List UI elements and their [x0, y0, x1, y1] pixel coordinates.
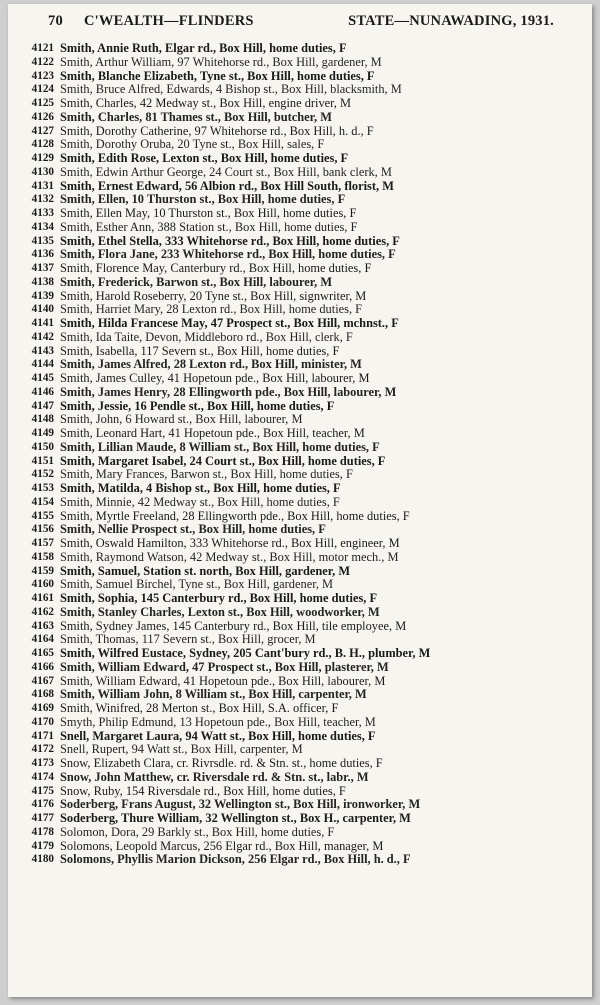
entry-text: Smith, Frederick, Barwon st., Box Hill, labourer, M — [60, 275, 333, 289]
list-item — [20, 152, 580, 166]
list-item — [20, 551, 580, 565]
list-item — [20, 565, 580, 579]
entry-text: Smith, Ethel Stella, 333 Whitehorse rd., Box Hill, home duties, F — [60, 234, 400, 248]
list-item — [20, 262, 580, 276]
list-item — [20, 468, 580, 482]
entry-text: Smith, William John, 8 William st., Box Hill, carpenter, M — [60, 688, 367, 702]
entry-number: 4152 — [31, 468, 54, 481]
entry-number: 4157 — [31, 537, 54, 549]
entry-text: Smith, Ellen May, 10 Thurston st., Box Hill, home duties, F — [60, 207, 357, 220]
entry-number: 4165 — [31, 647, 54, 659]
list-item — [20, 798, 580, 812]
entry-text: Snow, Elizabeth Clara, cr. Rivrsdle. rd. & Stn. st., home duties, F — [60, 757, 383, 770]
list-item — [20, 83, 580, 97]
entry-number: 4136 — [31, 248, 54, 261]
list-item — [20, 303, 580, 317]
list-item — [20, 56, 580, 70]
list-item — [20, 633, 580, 647]
entry-number: 4153 — [31, 482, 54, 494]
entry-text: Snow, Ruby, 154 Riversdale rd., Box Hill, home duties, F — [60, 784, 346, 798]
list-item — [20, 647, 580, 661]
entry-number: 4127 — [31, 124, 54, 137]
entry-text: Smith, Florence May, Canterbury rd., Box Hill, home duties, F — [60, 262, 372, 275]
entry-text: Smith, Harold Roseberry, 20 Tyne st., Box Hill, signwriter, M — [60, 289, 367, 303]
entry-number: 4142 — [31, 330, 54, 343]
entry-text: Smith, Harriet Mary, 28 Lexton rd., Box Hill, home duties, F — [60, 303, 363, 317]
entry-number: 4131 — [31, 179, 54, 192]
entry-text: Smith, Oswald Hamilton, 333 Whitehorse rd., Box Hill, engineer, M — [60, 537, 400, 550]
entry-text: Smith, Edith Rose, Lexton st., Box Hill, home duties, F — [60, 152, 349, 165]
entry-text: Soderberg, Frans August, 32 Wellington st., Box Hill, ironworker, M — [60, 798, 421, 812]
entry-number: 4121 — [31, 42, 54, 54]
list-item — [20, 400, 580, 414]
entry-number: 4172 — [31, 743, 54, 756]
list-item — [20, 675, 580, 689]
list-item — [20, 290, 580, 304]
entry-number: 4163 — [31, 619, 54, 632]
entry-text: Smith, Matilda, 4 Bishop st., Box Hill, home duties, F — [60, 482, 341, 495]
entry-text: Snell, Margaret Laura, 94 Watt st., Box Hill, home duties, F — [60, 729, 376, 743]
entry-text: Smith, Stanley Charles, Lexton st., Box Hill, woodworker, M — [60, 605, 380, 619]
entry-text: Smith, James Henry, 28 Ellingworth pde., Box Hill, labourer, M — [60, 385, 397, 399]
entry-text: Smith, Myrtle Freeland, 28 Ellingworth pde., Box Hill, home duties, F — [60, 509, 410, 523]
list-item — [20, 523, 580, 537]
list-item — [20, 70, 580, 84]
list-item — [20, 661, 580, 675]
entry-text: Smith, Charles, 81 Thames st., Box Hill, butcher, M — [60, 110, 332, 124]
list-item — [20, 235, 580, 249]
entry-text: Solomons, Leopold Marcus, 256 Elgar rd., Box Hill, manager, M — [60, 839, 384, 853]
list-item — [20, 276, 580, 290]
entry-text: Smith, Isabella, 117 Severn st., Box Hill, home duties, F — [60, 344, 340, 358]
entry-number: 4141 — [31, 317, 54, 329]
entry-number: 4154 — [31, 495, 54, 508]
entry-text: Smith, Esther Ann, 388 Station st., Box Hill, home duties, F — [60, 220, 358, 234]
entry-number: 4139 — [31, 289, 54, 302]
entry-text: Smith, Annie Ruth, Elgar rd., Box Hill, home duties, F — [60, 42, 347, 55]
entry-number: 4159 — [31, 564, 54, 577]
list-item — [20, 730, 580, 744]
list-item — [20, 42, 580, 56]
list-item — [20, 785, 580, 799]
list-item — [20, 482, 580, 496]
entry-number: 4150 — [31, 440, 54, 453]
entry-text: Smith, Jessie, 16 Pendle st., Box Hill, home duties, F — [60, 399, 335, 413]
entry-text: Smith, Dorothy Oruba, 20 Tyne st., Box Hill, sales, F — [60, 138, 325, 152]
list-item — [20, 111, 580, 125]
list-item — [20, 812, 580, 826]
list-item — [20, 427, 580, 441]
entry-number: 4162 — [31, 605, 54, 618]
entry-number: 4124 — [31, 83, 54, 96]
entry-text: Smith, James Alfred, 28 Lexton rd., Box Hill, minister, M — [60, 358, 362, 372]
entry-number: 4123 — [31, 69, 54, 82]
entry-number: 4155 — [31, 509, 54, 522]
entry-number: 4140 — [31, 303, 54, 316]
page-header — [24, 13, 576, 35]
entry-number: 4158 — [31, 550, 54, 563]
entry-number: 4147 — [31, 399, 54, 412]
entry-text: Smith, Ellen, 10 Thurston st., Box Hill, home duties, F — [60, 193, 346, 207]
list-item — [20, 193, 580, 207]
entry-text: Smith, Margaret Isabel, 24 Court st., Box Hill, home duties, F — [60, 454, 386, 468]
list-item — [20, 743, 580, 757]
list-item — [20, 826, 580, 840]
list-item — [20, 688, 580, 702]
entry-number: 4137 — [31, 262, 54, 274]
entry-text: Smith, Sophia, 145 Canterbury rd., Box Hill, home duties, F — [60, 592, 378, 605]
entry-number: 4160 — [31, 578, 54, 591]
entry-text: Snow, John Matthew, cr. Riversdale rd. & Stn. st., labr., M — [60, 770, 369, 784]
entry-text: Smith, Flora Jane, 233 Whitehorse rd., Box Hill, home duties, F — [60, 248, 396, 262]
list-item — [20, 221, 580, 235]
entry-number: 4175 — [31, 784, 54, 797]
list-item — [20, 441, 580, 455]
entry-number: 4161 — [31, 592, 54, 604]
entry-text: Smith, Edwin Arthur George, 24 Court st., Box Hill, bank clerk, M — [60, 165, 392, 179]
entry-text: Smith, Leonard Hart, 41 Hopetoun pde., Box Hill, teacher, M — [60, 427, 365, 440]
list-item — [20, 771, 580, 785]
entry-text: Smyth, Philip Edmund, 13 Hopetoun pde., Box Hill, teacher, M — [60, 715, 376, 729]
entry-number: 4180 — [31, 853, 54, 866]
list-item — [20, 716, 580, 730]
entry-text: Soderberg, Thure William, 32 Wellington st., Box H., carpenter, M — [60, 812, 411, 825]
entry-number: 4179 — [31, 839, 54, 852]
list-item — [20, 166, 580, 180]
list-item — [20, 125, 580, 139]
entry-text: Smith, Charles, 42 Medway st., Box Hill, engine driver, M — [60, 97, 351, 110]
entry-number: 4132 — [31, 193, 54, 206]
entry-number: 4170 — [31, 715, 54, 728]
entry-number: 4168 — [31, 688, 54, 701]
entry-number: 4166 — [31, 660, 54, 673]
entry-number: 4126 — [31, 110, 54, 123]
list-item — [20, 317, 580, 331]
page-number: 70 — [48, 13, 63, 29]
entry-number: 4143 — [31, 344, 54, 357]
entry-text: Smith, William Edward, 41 Hopetoun pde., Box Hill, labourer, M — [60, 674, 386, 688]
entry-number: 4164 — [31, 633, 54, 646]
elector-list — [20, 42, 580, 867]
entry-text: Smith, Lillian Maude, 8 William st., Box Hill, home duties, F — [60, 440, 380, 454]
entry-text: Smith, Ernest Edward, 56 Albion rd., Box Hill South, florist, M — [60, 179, 394, 193]
list-item — [20, 372, 580, 386]
entry-number: 4134 — [31, 220, 54, 233]
list-item — [20, 331, 580, 345]
list-item — [20, 207, 580, 221]
entry-text: Solomon, Dora, 29 Barkly st., Box Hill, home duties, F — [60, 825, 335, 839]
list-item — [20, 510, 580, 524]
header-left-title: C'WEALTH—FLINDERS — [84, 13, 254, 29]
entry-text: Smith, Thomas, 117 Severn st., Box Hill, grocer, M — [60, 633, 316, 647]
list-item — [20, 840, 580, 854]
header-right-title: STATE—NUNAWADING, 1931. — [348, 13, 554, 29]
list-item — [20, 248, 580, 262]
entry-number: 4178 — [31, 825, 54, 838]
entry-number: 4156 — [31, 523, 54, 536]
entry-number: 4167 — [31, 674, 54, 687]
entry-number: 4176 — [31, 798, 54, 811]
list-item — [20, 345, 580, 359]
entry-text: Solomons, Phyllis Marion Dickson, 256 Elgar rd., Box Hill, h. d., F — [60, 853, 411, 867]
entry-number: 4129 — [31, 152, 54, 164]
list-item — [20, 496, 580, 510]
entry-text: Smith, John, 6 Howard st., Box Hill, labourer, M — [60, 413, 303, 427]
entry-text: Smith, Blanche Elizabeth, Tyne st., Box Hill, home duties, F — [60, 69, 375, 83]
entry-number: 4149 — [31, 427, 54, 439]
entry-number: 4144 — [31, 358, 54, 371]
entry-text: Smith, Hilda Francese May, 47 Prospect st., Box Hill, mchnst., F — [60, 317, 399, 330]
entry-number: 4171 — [31, 729, 54, 742]
list-item — [20, 620, 580, 634]
entry-number: 4145 — [31, 372, 54, 384]
list-item — [20, 853, 580, 867]
entry-text: Smith, Samuel Birchel, Tyne st., Box Hill, gardener, M — [60, 578, 334, 592]
entry-text: Smith, Samuel, Station st. north, Box Hill, gardener, M — [60, 564, 351, 578]
list-item — [20, 757, 580, 771]
list-item — [20, 455, 580, 469]
entry-text: Smith, Raymond Watson, 42 Medway st., Box Hill, motor mech., M — [60, 550, 399, 564]
entry-number: 4173 — [31, 757, 54, 769]
entry-text: Smith, Winifred, 28 Merton st., Box Hill, S.A. officer, F — [60, 702, 339, 715]
list-item — [20, 702, 580, 716]
list-item — [20, 413, 580, 427]
entry-number: 4174 — [31, 770, 54, 783]
entry-text: Smith, William Edward, 47 Prospect st., Box Hill, plasterer, M — [60, 660, 389, 674]
entry-text: Smith, Sydney James, 145 Canterbury rd., Box Hill, tile employee, M — [60, 619, 407, 633]
list-item — [20, 358, 580, 372]
entry-text: Smith, Ida Taite, Devon, Middleboro rd., Box Hill, clerk, F — [60, 330, 353, 344]
list-item — [20, 592, 580, 606]
entry-text: Smith, Minnie, 42 Medway st., Box Hill, home duties, F — [60, 495, 340, 509]
entry-number: 4125 — [31, 97, 54, 109]
entry-number: 4146 — [31, 385, 54, 398]
list-item — [20, 180, 580, 194]
entry-number: 4135 — [31, 234, 54, 247]
entry-text: Smith, Wilfred Eustace, Sydney, 205 Cant'bury rd., B. H., plumber, M — [60, 647, 431, 660]
entry-text: Smith, Nellie Prospect st., Box Hill, home duties, F — [60, 523, 326, 537]
entry-number: 4148 — [31, 413, 54, 426]
entry-number: 4151 — [31, 454, 54, 467]
entry-text: Smith, Mary Frances, Barwon st., Box Hill, home duties, F — [60, 468, 353, 482]
roll-page — [8, 4, 592, 997]
entry-number: 4169 — [31, 702, 54, 714]
entry-number: 4128 — [31, 138, 54, 151]
list-item — [20, 537, 580, 551]
entry-number: 4122 — [31, 55, 54, 68]
entry-text: Smith, Arthur William, 97 Whitehorse rd., Box Hill, gardener, M — [60, 55, 382, 69]
entry-number: 4133 — [31, 207, 54, 219]
entry-text: Snell, Rupert, 94 Watt st., Box Hill, carpenter, M — [60, 743, 303, 757]
entry-number: 4130 — [31, 165, 54, 178]
list-item — [20, 578, 580, 592]
entry-number: 4177 — [31, 812, 54, 824]
list-item — [20, 386, 580, 400]
entry-number: 4138 — [31, 275, 54, 288]
entry-text: Smith, James Culley, 41 Hopetoun pde., Box Hill, labourer, M — [60, 372, 370, 385]
list-item — [20, 138, 580, 152]
list-item — [20, 97, 580, 111]
list-item — [20, 606, 580, 620]
entry-text: Smith, Dorothy Catherine, 97 Whitehorse rd., Box Hill, h. d., F — [60, 124, 374, 138]
entry-text: Smith, Bruce Alfred, Edwards, 4 Bishop st., Box Hill, blacksmith, M — [60, 83, 402, 97]
